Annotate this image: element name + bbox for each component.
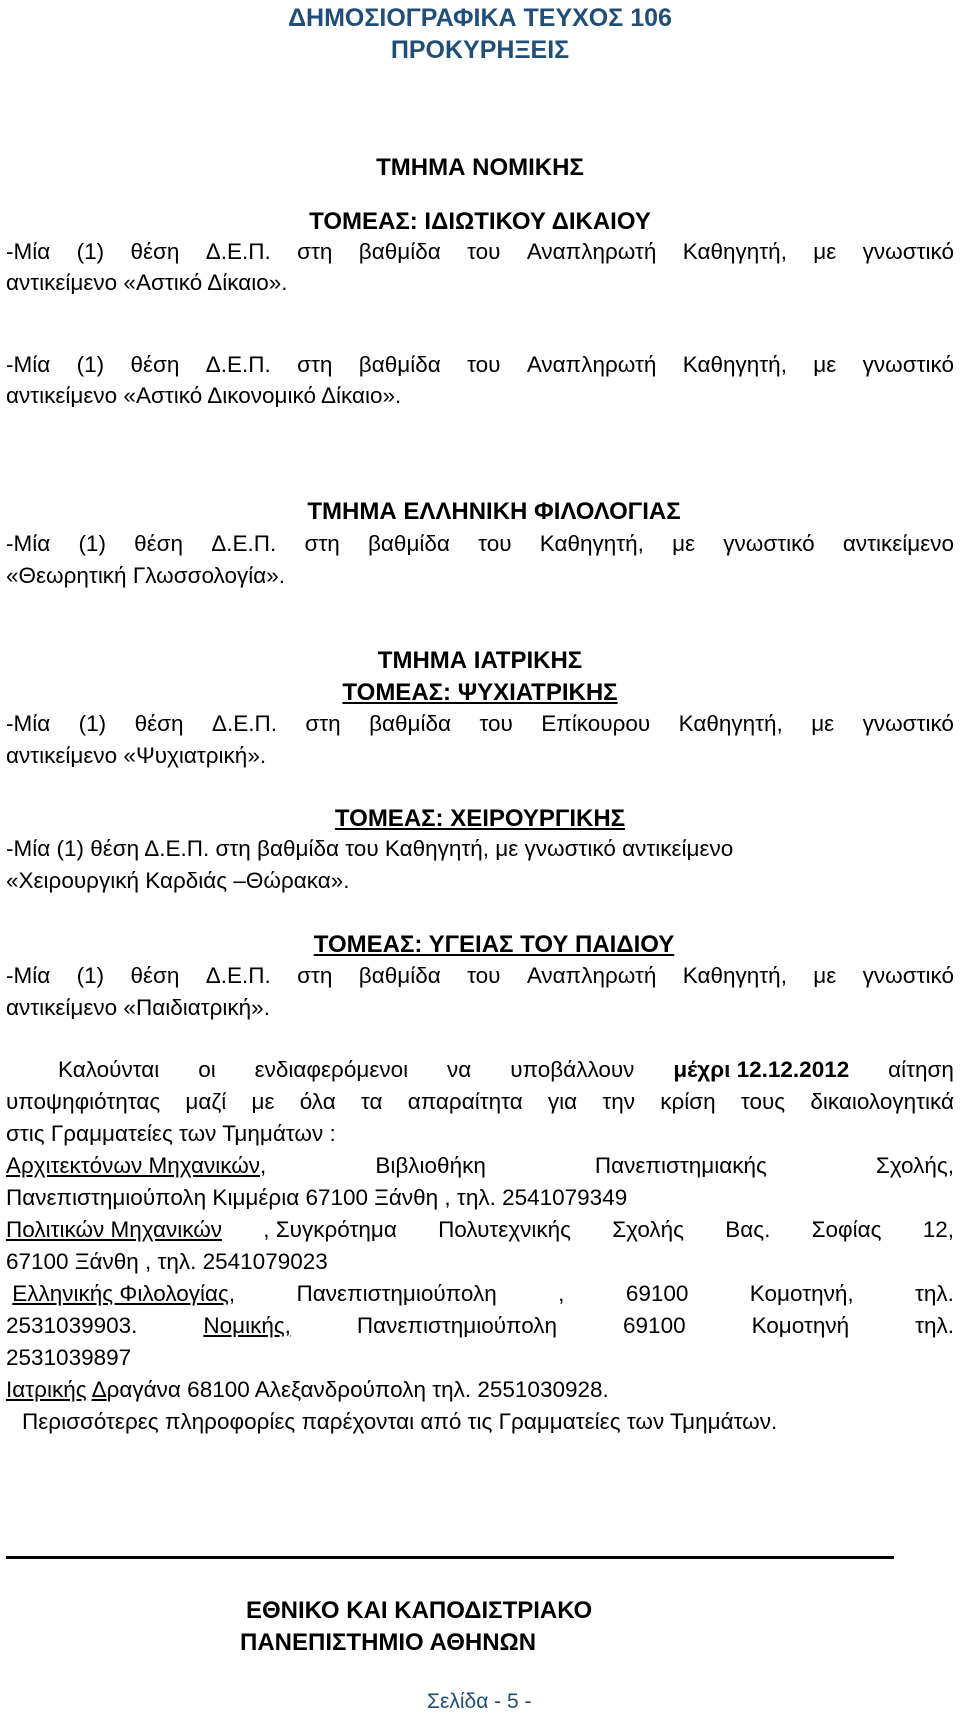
word: του xyxy=(467,963,501,988)
word: Καθηγητή, xyxy=(682,963,787,988)
surgery-position-line2: «Χειρουργική Καρδιάς –Θώρακα». xyxy=(6,868,350,893)
word: με xyxy=(251,1089,275,1114)
word: θέση xyxy=(130,352,180,377)
word: τους xyxy=(740,1089,786,1114)
word: αντικείμενο xyxy=(842,531,954,556)
word: του xyxy=(467,352,501,377)
word: στη xyxy=(297,963,333,988)
word: με xyxy=(813,239,837,264)
child-health-position-line2: αντικείμενο «Παιδιατρική». xyxy=(6,995,270,1020)
word: (1) xyxy=(76,352,105,377)
info-line7: 67100 Ξάνθη , τηλ. 2541079023 xyxy=(6,1249,328,1274)
info-line6: Πολιτικών Μηχανικών , Συγκρότημα Πολυτεχνικής Σχολής Βας. Σοφίας 12, xyxy=(6,1217,954,1242)
info-line12: Περισσότερες πληροφορίες παρέχονται από τις Γραμματείες των Τμημάτων. xyxy=(22,1409,778,1434)
sector-surgery-heading: ΤΟΜΕΑΣ: ΧΕΙΡΟΥΡΓΙΚΗΣ xyxy=(334,805,626,832)
word: -Μία xyxy=(6,531,51,556)
sector-child-health-heading: ΤΟΜΕΑΣ: ΥΓΕΙΑΣ ΤΟΥ ΠΑΙΔΙΟΥ xyxy=(313,931,675,958)
info-line8: Ελληνικής Φιλολογίας, Πανεπιστημιούπολη , 69100 Κομοτηνή, τηλ. xyxy=(12,1281,954,1306)
info-line9: 2531039903. Νομικής, Πανεπιστημιούπολη 69100 Κομοτηνή τηλ. xyxy=(6,1313,954,1338)
info-line3: στις Γραμματείες των Τμημάτων : xyxy=(6,1121,336,1146)
word: θέση xyxy=(134,711,184,736)
word: Δ.Ε.Π. xyxy=(211,531,277,556)
sector-psychiatry-heading: ΤΟΜΕΑΣ: ΨΥΧΙΑΤΡΙΚΗΣ xyxy=(342,679,618,706)
word: τα xyxy=(360,1089,383,1114)
separator-rule xyxy=(6,1556,894,1559)
civil-eng-dept-link[interactable]: Πολιτικών Μηχανικών xyxy=(6,1217,223,1242)
word: -Μία xyxy=(6,352,51,377)
word: Δ.Ε.Π. xyxy=(205,352,271,377)
word: Καθηγητή, xyxy=(682,239,787,264)
psychiatry-position-line1 xyxy=(6,711,954,737)
word: Καθηγητή, xyxy=(682,352,787,377)
word: όλα xyxy=(299,1089,336,1114)
word: Αναπληρωτή xyxy=(526,352,657,377)
word: (1) xyxy=(76,239,105,264)
next-university-line1: ΕΘΝΙΚΟ ΚΑΙ ΚΑΠΟΔΙΣΤΡΙΑΚΟ xyxy=(246,1597,593,1624)
header-title: ΔΗΜΟΣΙΟΓΡΑΦΙΚΑ ΤΕΥΧΟΣ 106 xyxy=(288,4,672,32)
word: Αναπληρωτή xyxy=(526,239,657,264)
word: του xyxy=(467,239,501,264)
child-health-position-line1 xyxy=(6,963,954,989)
word: βαθμίδα xyxy=(358,963,441,988)
word: υποψηφιότητας xyxy=(6,1089,161,1114)
word: (1) xyxy=(78,711,107,736)
word: με xyxy=(813,352,837,377)
word: θέση xyxy=(130,963,180,988)
dept-philology-heading: ΤΜΗΜΑ ΕΛΛΗΝΙΚΗ ΦΙΛΟΛΟΓΙΑΣ xyxy=(307,498,681,525)
next-university-line2: ΠΑΝΕΠΙΣΤΗΜΙΟ ΑΘΗΝΩΝ xyxy=(240,1629,537,1656)
word: για xyxy=(547,1089,578,1114)
word: -Μία xyxy=(6,239,51,264)
word: βαθμίδα xyxy=(358,352,441,377)
word: στη xyxy=(304,531,340,556)
philology-position-line2: «Θεωρητική Γλωσσολογία». xyxy=(6,563,285,588)
word: στη xyxy=(297,352,333,377)
word: του xyxy=(478,531,512,556)
word: απαραίτητα xyxy=(407,1089,523,1114)
philology-dept-link[interactable]: Ελληνικής Φιλολογίας xyxy=(12,1281,229,1306)
word: Δ.Ε.Π. xyxy=(205,239,271,264)
word: βαθμίδα xyxy=(367,531,450,556)
word: (1) xyxy=(78,531,106,556)
architecture-dept-link[interactable]: Αρχιτεκτόνων Μηχανικών xyxy=(6,1153,261,1178)
word: με xyxy=(813,963,837,988)
word: Καθηγητή, xyxy=(678,711,783,736)
word: θέση xyxy=(134,531,184,556)
law-dept-link[interactable]: Νομικής, xyxy=(203,1313,291,1338)
word: γνωστικό xyxy=(862,239,954,264)
word: με xyxy=(672,531,696,556)
word: θέση xyxy=(130,239,180,264)
word: στη xyxy=(305,711,341,736)
dept-medicine-heading: ΤΜΗΜΑ ΙΑΤΡΙΚΗΣ xyxy=(377,647,583,674)
law-position-1-line1 xyxy=(6,239,954,265)
word: μαζί xyxy=(185,1089,227,1114)
law-position-2-line1 xyxy=(6,352,954,378)
word: Επίκουρου xyxy=(541,711,651,736)
word: -Μία xyxy=(6,711,51,736)
info-line10: 2531039897 xyxy=(6,1345,132,1370)
word: Αναπληρωτή xyxy=(526,963,657,988)
deadline-date: μέχρι 12.12.2012 xyxy=(673,1057,850,1082)
word: κρίση xyxy=(660,1089,716,1114)
info-line2 xyxy=(6,1089,954,1115)
medicine-dept-link[interactable]: Ιατρικής xyxy=(6,1377,87,1402)
sector-private-law-heading: ΤΟΜΕΑΣ: ΙΔΙΩΤΙΚΟΥ ΔΙΚΑΙΟΥ xyxy=(309,208,651,235)
philology-position-line1 xyxy=(6,531,954,557)
info-line11: Ιατρικής Δραγάνα 68100 Αλεξανδρούπολη τηλ. 2551030928. xyxy=(6,1377,609,1402)
law-position-1-line2: αντικείμενο «Αστικό Δίκαιο». xyxy=(6,270,288,295)
word: Καθηγητή, xyxy=(539,531,644,556)
law-position-2-line2: αντικείμενο «Αστικό Δικονομικό Δίκαιο». xyxy=(6,383,402,408)
psychiatry-position-line2: αντικείμενο «Ψυχιατρική». xyxy=(6,743,267,768)
dept-law-heading: ΤΜΗΜΑ ΝΟΜΙΚΗΣ xyxy=(376,154,584,181)
word: Δ.Ε.Π. xyxy=(211,711,277,736)
word: (1) xyxy=(76,963,105,988)
page-number: Σελίδα - 5 - xyxy=(427,1690,532,1713)
info-line1: Καλούνται οι ενδιαφερόμενοι να υποβάλλουν μέχρι 12.12.2012 αίτηση xyxy=(58,1057,954,1082)
word: γνωστικό xyxy=(723,531,815,556)
word: γνωστικό xyxy=(862,711,954,736)
word: γνωστικό xyxy=(862,352,954,377)
header-subtitle: ΠΡΟΚΥΡΗΞΕΙΣ xyxy=(390,36,570,64)
word: με xyxy=(811,711,835,736)
word: γνωστικό xyxy=(862,963,954,988)
word: του xyxy=(479,711,513,736)
word: την xyxy=(602,1089,636,1114)
word: Δ.Ε.Π. xyxy=(205,963,271,988)
word: βαθμίδα xyxy=(358,239,441,264)
word: δικαιολογητικά xyxy=(810,1089,954,1114)
info-line4: Αρχιτεκτόνων Μηχανικών, Βιβλιοθήκη Πανεπιστημιακής Σχολής, xyxy=(6,1153,954,1178)
surgery-position-line1: -Μία (1) θέση Δ.Ε.Π. στη βαθμίδα του Καθηγητή, με γνωστικό αντικείμενο xyxy=(6,836,734,861)
word: -Μία xyxy=(6,963,51,988)
word: βαθμίδα xyxy=(369,711,452,736)
info-line5: Πανεπιστημιούπολη Κιμμέρια 67100 Ξάνθη , τηλ. 2541079349 xyxy=(6,1185,628,1210)
word: στη xyxy=(297,239,333,264)
